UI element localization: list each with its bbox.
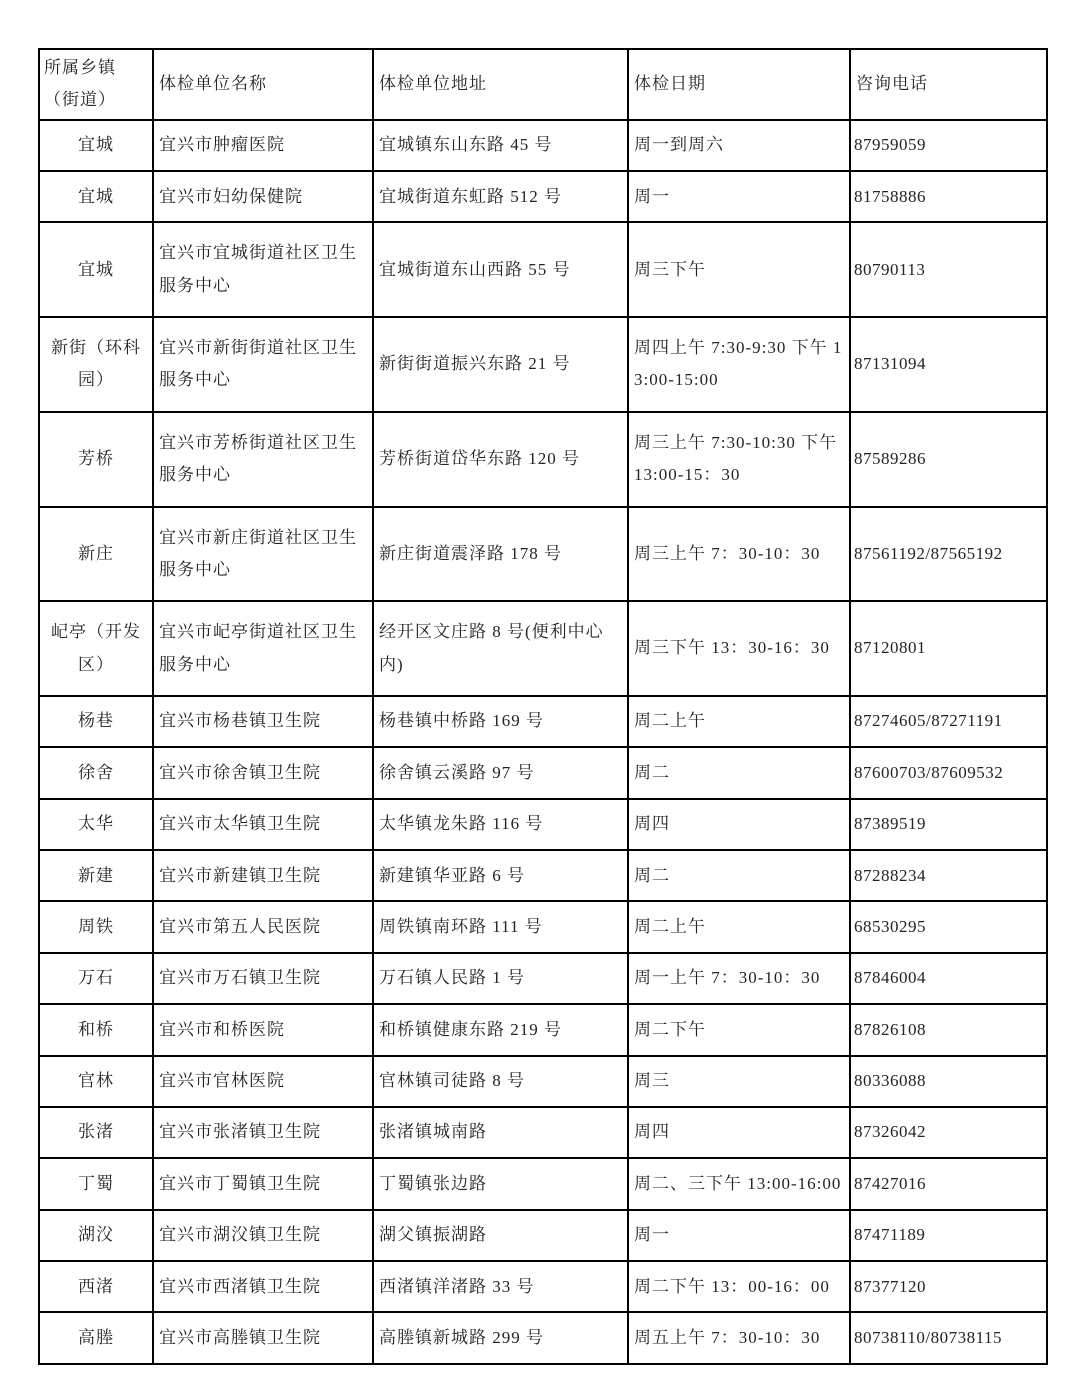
cell-address: 万石镇人民路 1 号 (373, 953, 628, 1004)
cell-address: 新街街道振兴东路 21 号 (373, 317, 628, 412)
table-row (39, 953, 1047, 1004)
cell-date: 周二上午 (628, 901, 850, 952)
cell-town: 屺亭（开发区） (39, 601, 153, 696)
cell-town: 宜城 (39, 120, 153, 171)
table-row (39, 222, 1047, 317)
table-row (39, 1312, 1047, 1364)
cell-town: 丁蜀 (39, 1158, 153, 1209)
cell-town: 芳桥 (39, 412, 153, 507)
column-header-town: 所属乡镇（街道） (39, 49, 153, 120)
cell-town: 新街（环科园） (39, 317, 153, 412)
cell-town: 官林 (39, 1056, 153, 1107)
cell-phone: 80738110/80738115 (850, 1312, 1047, 1364)
column-header-address: 体检单位地址 (373, 49, 628, 120)
cell-address: 高塍镇新城路 299 号 (373, 1312, 628, 1364)
cell-name: 宜兴市新庄街道社区卫生服务中心 (153, 507, 373, 602)
table-row (39, 1158, 1047, 1209)
cell-date: 周五上午 7：30-10：30 (628, 1312, 850, 1364)
cell-name: 宜兴市杨巷镇卫生院 (153, 696, 373, 747)
cell-phone: 87389519 (850, 799, 1047, 850)
cell-phone: 87561192/87565192 (850, 507, 1047, 602)
cell-phone: 87274605/87271191 (850, 696, 1047, 747)
health-check-units-table (38, 48, 1048, 1365)
table-row (39, 1210, 1047, 1261)
cell-phone: 87131094 (850, 317, 1047, 412)
cell-address: 张渚镇城南路 (373, 1107, 628, 1158)
cell-name: 宜兴市官林医院 (153, 1056, 373, 1107)
table-row (39, 171, 1047, 222)
cell-name: 宜兴市新街街道社区卫生服务中心 (153, 317, 373, 412)
cell-address: 西渚镇洋渚路 33 号 (373, 1261, 628, 1312)
cell-town: 高塍 (39, 1312, 153, 1364)
cell-name: 宜兴市芳桥街道社区卫生服务中心 (153, 412, 373, 507)
cell-date: 周一上午 7：30-10：30 (628, 953, 850, 1004)
cell-date: 周四上午 7:30-9:30 下午 13:00-15:00 (628, 317, 850, 412)
cell-date: 周二 (628, 747, 850, 798)
cell-phone: 87600703/87609532 (850, 747, 1047, 798)
cell-name: 宜兴市肿瘤医院 (153, 120, 373, 171)
table-row (39, 1004, 1047, 1055)
cell-name: 宜兴市第五人民医院 (153, 901, 373, 952)
cell-date: 周四 (628, 799, 850, 850)
cell-address: 和桥镇健康东路 219 号 (373, 1004, 628, 1055)
cell-town: 宜城 (39, 171, 153, 222)
cell-date: 周二 (628, 850, 850, 901)
cell-phone: 87589286 (850, 412, 1047, 507)
cell-phone: 80336088 (850, 1056, 1047, 1107)
table-row (39, 696, 1047, 747)
cell-address: 官林镇司徒路 8 号 (373, 1056, 628, 1107)
table-row (39, 1107, 1047, 1158)
cell-name: 宜兴市宜城街道社区卫生服务中心 (153, 222, 373, 317)
table-row (39, 412, 1047, 507)
cell-name: 宜兴市张渚镇卫生院 (153, 1107, 373, 1158)
table-row (39, 747, 1047, 798)
cell-town: 新庄 (39, 507, 153, 602)
cell-date: 周三 (628, 1056, 850, 1107)
cell-town: 宜城 (39, 222, 153, 317)
cell-address: 宜城街道东山西路 55 号 (373, 222, 628, 317)
cell-date: 周三下午 13：30-16：30 (628, 601, 850, 696)
cell-address: 周铁镇南环路 111 号 (373, 901, 628, 952)
cell-phone: 87826108 (850, 1004, 1047, 1055)
cell-date: 周三上午 7:30-10:30 下午 13:00-15：30 (628, 412, 850, 507)
cell-name: 宜兴市妇幼保健院 (153, 171, 373, 222)
cell-address: 经开区文庄路 8 号(便利中心内) (373, 601, 628, 696)
table-body (39, 120, 1047, 1364)
cell-date: 周一 (628, 171, 850, 222)
cell-town: 太华 (39, 799, 153, 850)
cell-phone: 87846004 (850, 953, 1047, 1004)
cell-name: 宜兴市湖㳇镇卫生院 (153, 1210, 373, 1261)
cell-phone: 80790113 (850, 222, 1047, 317)
cell-address: 新建镇华亚路 6 号 (373, 850, 628, 901)
cell-town: 新建 (39, 850, 153, 901)
table-row (39, 507, 1047, 602)
cell-town: 徐舍 (39, 747, 153, 798)
cell-address: 丁蜀镇张边路 (373, 1158, 628, 1209)
table-row (39, 1056, 1047, 1107)
cell-name: 宜兴市屺亭街道社区卫生服务中心 (153, 601, 373, 696)
cell-town: 周铁 (39, 901, 153, 952)
cell-phone: 81758886 (850, 171, 1047, 222)
cell-address: 杨巷镇中桥路 169 号 (373, 696, 628, 747)
cell-date: 周二、三下午 13:00-16:00 (628, 1158, 850, 1209)
cell-address: 湖父镇振湖路 (373, 1210, 628, 1261)
cell-address: 芳桥街道岱华东路 120 号 (373, 412, 628, 507)
table-row (39, 1261, 1047, 1312)
column-header-name: 体检单位名称 (153, 49, 373, 120)
table-row (39, 317, 1047, 412)
table-row (39, 799, 1047, 850)
cell-name: 宜兴市新建镇卫生院 (153, 850, 373, 901)
cell-name: 宜兴市徐舍镇卫生院 (153, 747, 373, 798)
column-header-phone: 咨询电话 (850, 49, 1047, 120)
cell-phone: 68530295 (850, 901, 1047, 952)
cell-phone: 87288234 (850, 850, 1047, 901)
cell-phone: 87959059 (850, 120, 1047, 171)
table-row (39, 601, 1047, 696)
cell-date: 周二下午 (628, 1004, 850, 1055)
cell-date: 周三上午 7：30-10：30 (628, 507, 850, 602)
table-header (39, 49, 1047, 120)
cell-phone: 87120801 (850, 601, 1047, 696)
cell-phone: 87326042 (850, 1107, 1047, 1158)
cell-town: 杨巷 (39, 696, 153, 747)
cell-name: 宜兴市高塍镇卫生院 (153, 1312, 373, 1364)
cell-date: 周三下午 (628, 222, 850, 317)
cell-name: 宜兴市太华镇卫生院 (153, 799, 373, 850)
cell-name: 宜兴市西渚镇卫生院 (153, 1261, 373, 1312)
table-row (39, 120, 1047, 171)
cell-address: 宜城镇东山东路 45 号 (373, 120, 628, 171)
cell-name: 宜兴市万石镇卫生院 (153, 953, 373, 1004)
column-header-date: 体检日期 (628, 49, 850, 120)
table-row (39, 850, 1047, 901)
cell-town: 和桥 (39, 1004, 153, 1055)
cell-phone: 87471189 (850, 1210, 1047, 1261)
cell-date: 周一到周六 (628, 120, 850, 171)
cell-address: 太华镇龙朱路 116 号 (373, 799, 628, 850)
cell-phone: 87377120 (850, 1261, 1047, 1312)
cell-date: 周一 (628, 1210, 850, 1261)
cell-name: 宜兴市丁蜀镇卫生院 (153, 1158, 373, 1209)
cell-town: 西渚 (39, 1261, 153, 1312)
cell-town: 湖㳇 (39, 1210, 153, 1261)
cell-phone: 87427016 (850, 1158, 1047, 1209)
header-row (39, 49, 1047, 120)
cell-town: 万石 (39, 953, 153, 1004)
cell-address: 徐舍镇云溪路 97 号 (373, 747, 628, 798)
cell-address: 新庄街道震泽路 178 号 (373, 507, 628, 602)
cell-name: 宜兴市和桥医院 (153, 1004, 373, 1055)
table-row (39, 901, 1047, 952)
cell-date: 周二上午 (628, 696, 850, 747)
cell-town: 张渚 (39, 1107, 153, 1158)
cell-date: 周二下午 13：00-16：00 (628, 1261, 850, 1312)
cell-date: 周四 (628, 1107, 850, 1158)
cell-address: 宜城街道东虹路 512 号 (373, 171, 628, 222)
